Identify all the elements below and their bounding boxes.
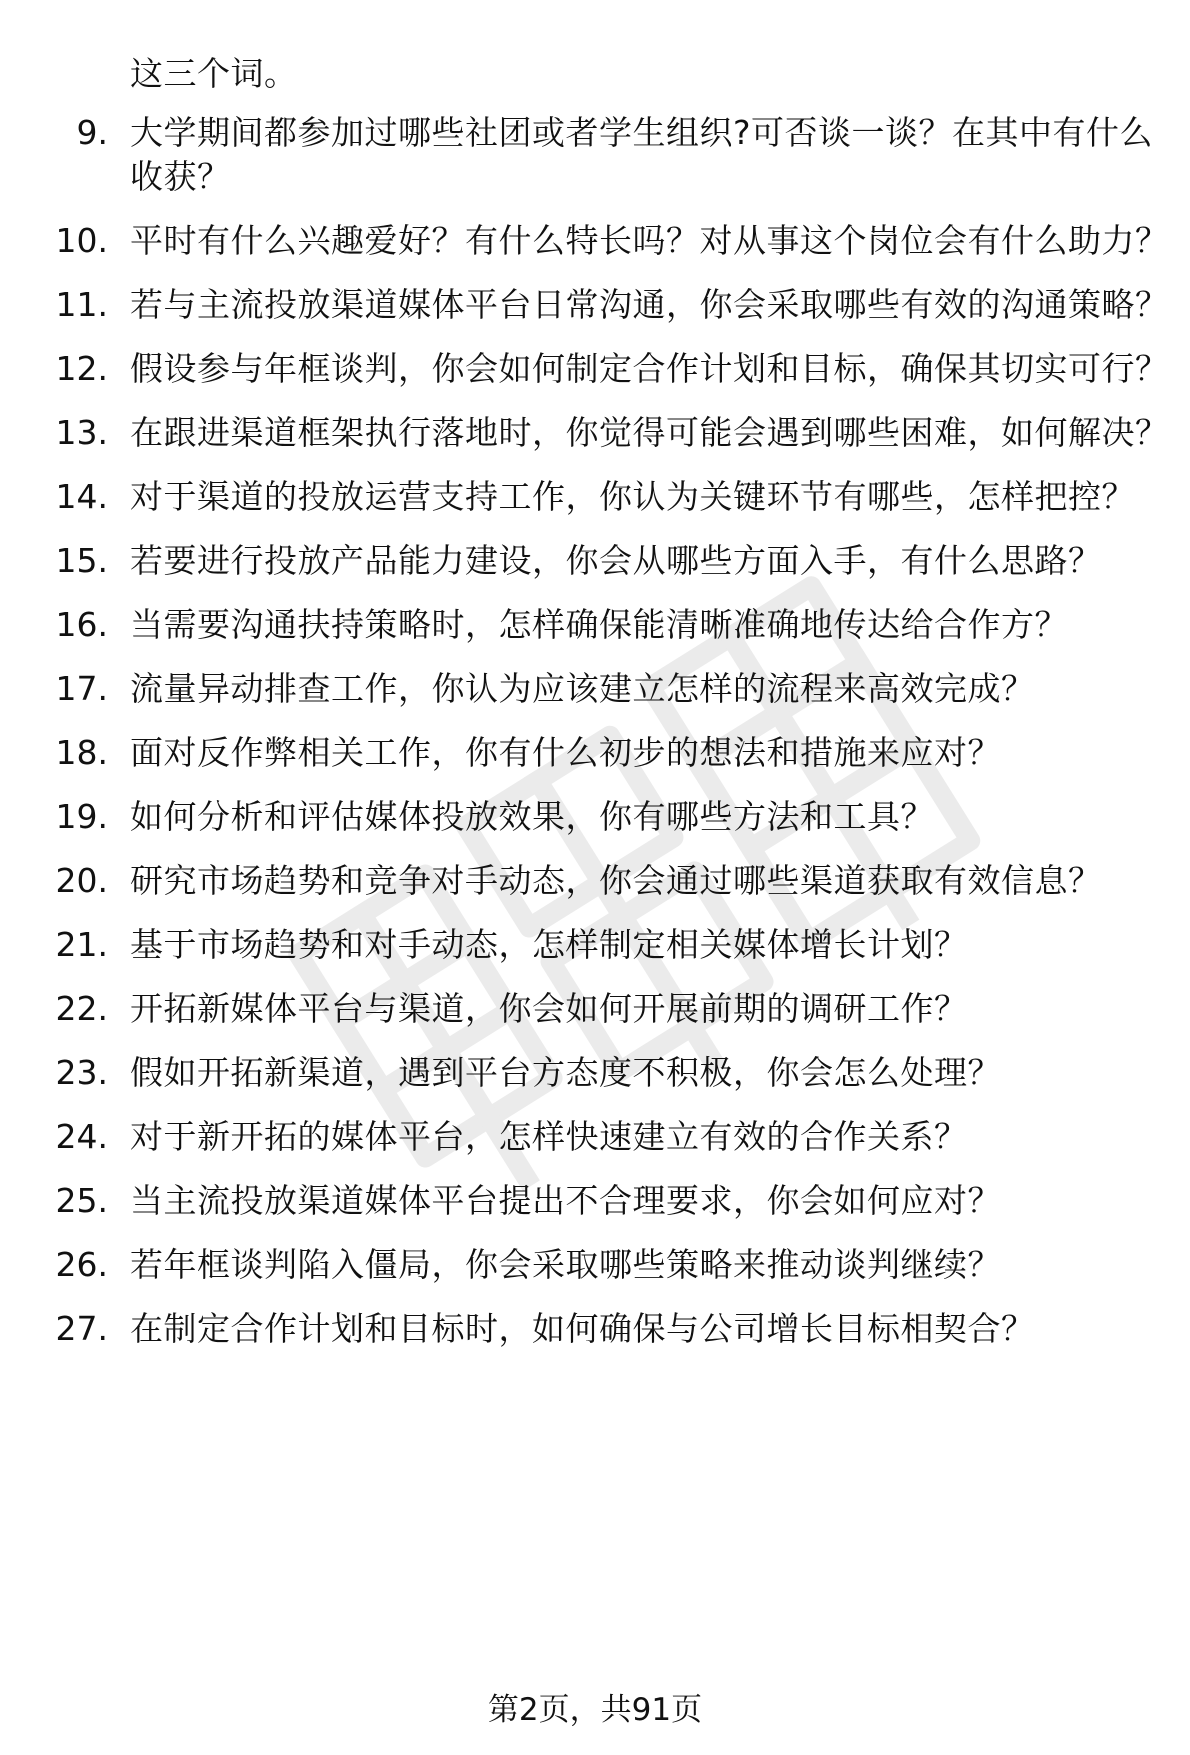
question-text: 流量异动排查工作，你认为应该建立怎样的流程来高效完成？ — [130, 669, 1035, 708]
question-number: 25. — [55, 1181, 108, 1220]
question-text: 基于市场趋势和对手动态，怎样制定相关媒体增长计划？ — [130, 925, 968, 964]
page-indicator: 第2页，共91页 — [487, 1692, 703, 1728]
question-number: 12. — [55, 349, 108, 388]
question-text: 若与主流投放渠道媒体平台日常沟通，你会采取哪些有效的沟通策略？ — [130, 285, 1169, 324]
question-text: 若年框谈判陷入僵局，你会采取哪些策略来推动谈判继续？ — [130, 1245, 1001, 1284]
question-item — [40, 859, 1170, 903]
question-text: 平时有什么兴趣爱好？有什么特长吗？对从事这个岗位会有什么助力？ — [130, 221, 1169, 260]
question-list — [40, 111, 1170, 1371]
question-number: 11. — [55, 285, 108, 324]
question-number: 19. — [55, 797, 108, 836]
question-text: 假设参与年框谈判，你会如何制定合作计划和目标，确保其切实可行？ — [130, 349, 1169, 388]
question-item — [40, 1051, 1170, 1095]
question-item — [40, 923, 1170, 967]
question-number: 10. — [55, 221, 108, 260]
question-text: 如何分析和评估媒体投放效果，你有哪些方法和工具？ — [130, 797, 934, 836]
question-text: 当需要沟通扶持策略时，怎样确保能清晰准确地传达给合作方？ — [130, 605, 1068, 644]
question-item — [40, 219, 1170, 263]
question-item — [40, 283, 1170, 327]
question-number: 20. — [55, 861, 108, 900]
question-number: 24. — [55, 1117, 108, 1156]
question-item — [40, 731, 1170, 775]
question-number: 22. — [55, 989, 108, 1028]
question-number: 27. — [55, 1309, 108, 1348]
question-item — [40, 1307, 1170, 1351]
question-item — [40, 1243, 1170, 1287]
question-item — [40, 539, 1170, 583]
question-item — [40, 411, 1170, 455]
question-text: 在制定合作计划和目标时，如何确保与公司增长目标相契合？ — [130, 1309, 1035, 1348]
question-text: 当主流投放渠道媒体平台提出不合理要求，你会如何应对？ — [130, 1181, 1001, 1220]
question-text: 开拓新媒体平台与渠道，你会如何开展前期的调研工作？ — [130, 989, 968, 1028]
question-number: 23. — [55, 1053, 108, 1092]
question-item — [40, 1115, 1170, 1159]
question-text: 假如开拓新渠道，遇到平台方态度不积极，你会怎么处理？ — [130, 1053, 1001, 1092]
question-item — [40, 347, 1170, 391]
question-text: 对于渠道的投放运营支持工作，你认为关键环节有哪些，怎样把控？ — [130, 477, 1135, 516]
question-number: 14. — [55, 477, 108, 516]
question-number: 9. — [76, 113, 108, 152]
question-item — [40, 987, 1170, 1031]
question-text: 对于新开拓的媒体平台，怎样快速建立有效的合作关系？ — [130, 1117, 968, 1156]
question-item — [40, 667, 1170, 711]
question-number: 26. — [55, 1245, 108, 1284]
question-text: 大学期间都参加过哪些社团或者学生组织?可否谈一谈？在其中有什么收获？ — [130, 113, 1154, 196]
question-item — [40, 111, 1170, 199]
question-number: 21. — [55, 925, 108, 964]
question-text: 研究市场趋势和竞争对手动态，你会通过哪些渠道获取有效信息？ — [130, 861, 1102, 900]
question-number: 16. — [55, 605, 108, 644]
question-number: 15. — [55, 541, 108, 580]
question-number: 18. — [55, 733, 108, 772]
question-number: 17. — [55, 669, 108, 708]
continued-text: 这三个词。 — [130, 54, 298, 93]
question-number: 13. — [55, 413, 108, 452]
question-item — [40, 795, 1170, 839]
question-text: 面对反作弊相关工作，你有什么初步的想法和措施来应对？ — [130, 733, 1001, 772]
question-text: 在跟进渠道框架执行落地时，你觉得可能会遇到哪些困难，如何解决？ — [130, 413, 1169, 452]
question-text: 若要进行投放产品能力建设，你会从哪些方面入手，有什么思路？ — [130, 541, 1102, 580]
question-item — [40, 603, 1170, 647]
question-item — [40, 1179, 1170, 1223]
question-item — [40, 475, 1170, 519]
